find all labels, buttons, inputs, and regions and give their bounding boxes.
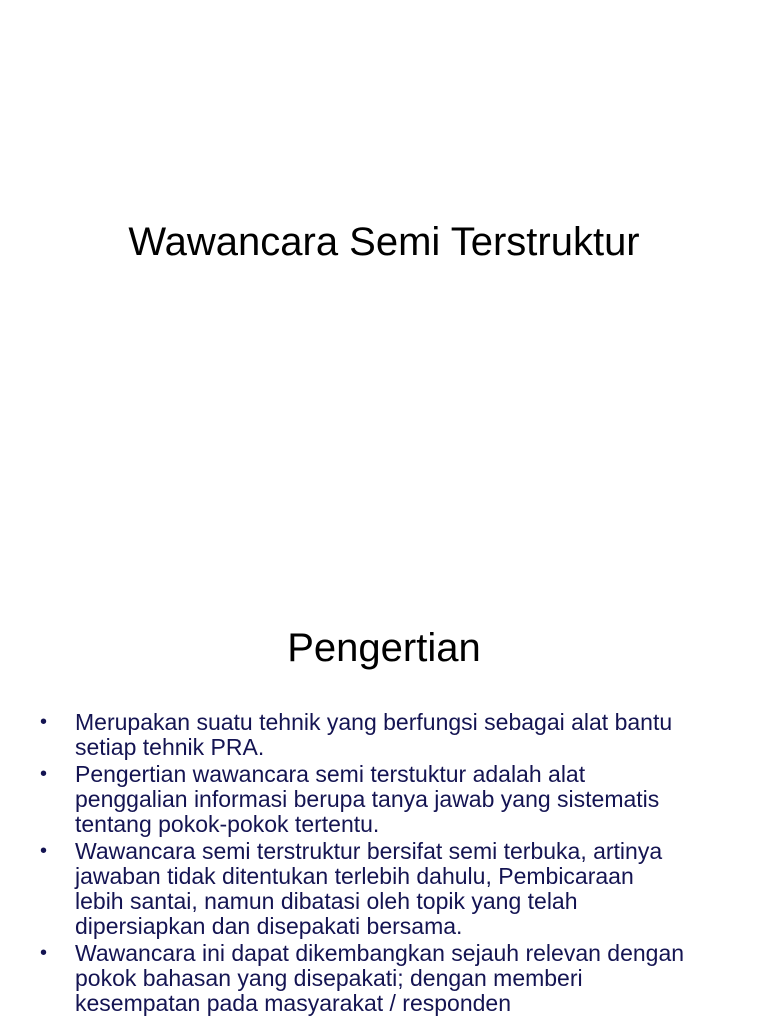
bullet-icon: • bbox=[40, 711, 48, 733]
bullet-text: Pengertian wawancara semi terstuktur adalah alat penggalian informasi berupa tanya jawab yang sistematis tentang pokok-pokok tertentu. bbox=[75, 761, 660, 837]
bullet-item bbox=[38, 941, 688, 1016]
bullet-icon: • bbox=[40, 840, 48, 862]
slide-content-page bbox=[0, 576, 768, 1024]
slide-title: Wawancara Semi Terstruktur bbox=[128, 220, 640, 264]
bullet-text: Merupakan suatu tehnik yang berfungsi sebagai alat bantu setiap tehnik PRA. bbox=[75, 709, 673, 760]
bullet-text: Wawancara ini dapat dikembangkan sejauh relevan dengan pokok bahasan yang disepakati; dengan memberi kesempatan pada masyarakat / responden bbox=[75, 940, 685, 1016]
bullet-list bbox=[38, 710, 688, 1018]
bullet-item bbox=[38, 839, 688, 939]
bullet-item bbox=[38, 762, 688, 837]
bullet-text: Wawancara semi terstruktur bersifat semi terbuka, artinya jawaban tidak ditentukan terlebih dahulu, Pembicaraan lebih santai, namun dibatasi oleh topik yang telah dipersiapkan dan disepakati bersama. bbox=[75, 838, 663, 939]
bullet-icon: • bbox=[40, 763, 48, 785]
bullet-icon: • bbox=[40, 942, 48, 964]
bullet-item bbox=[38, 710, 688, 760]
section-heading: Pengertian bbox=[287, 626, 481, 670]
